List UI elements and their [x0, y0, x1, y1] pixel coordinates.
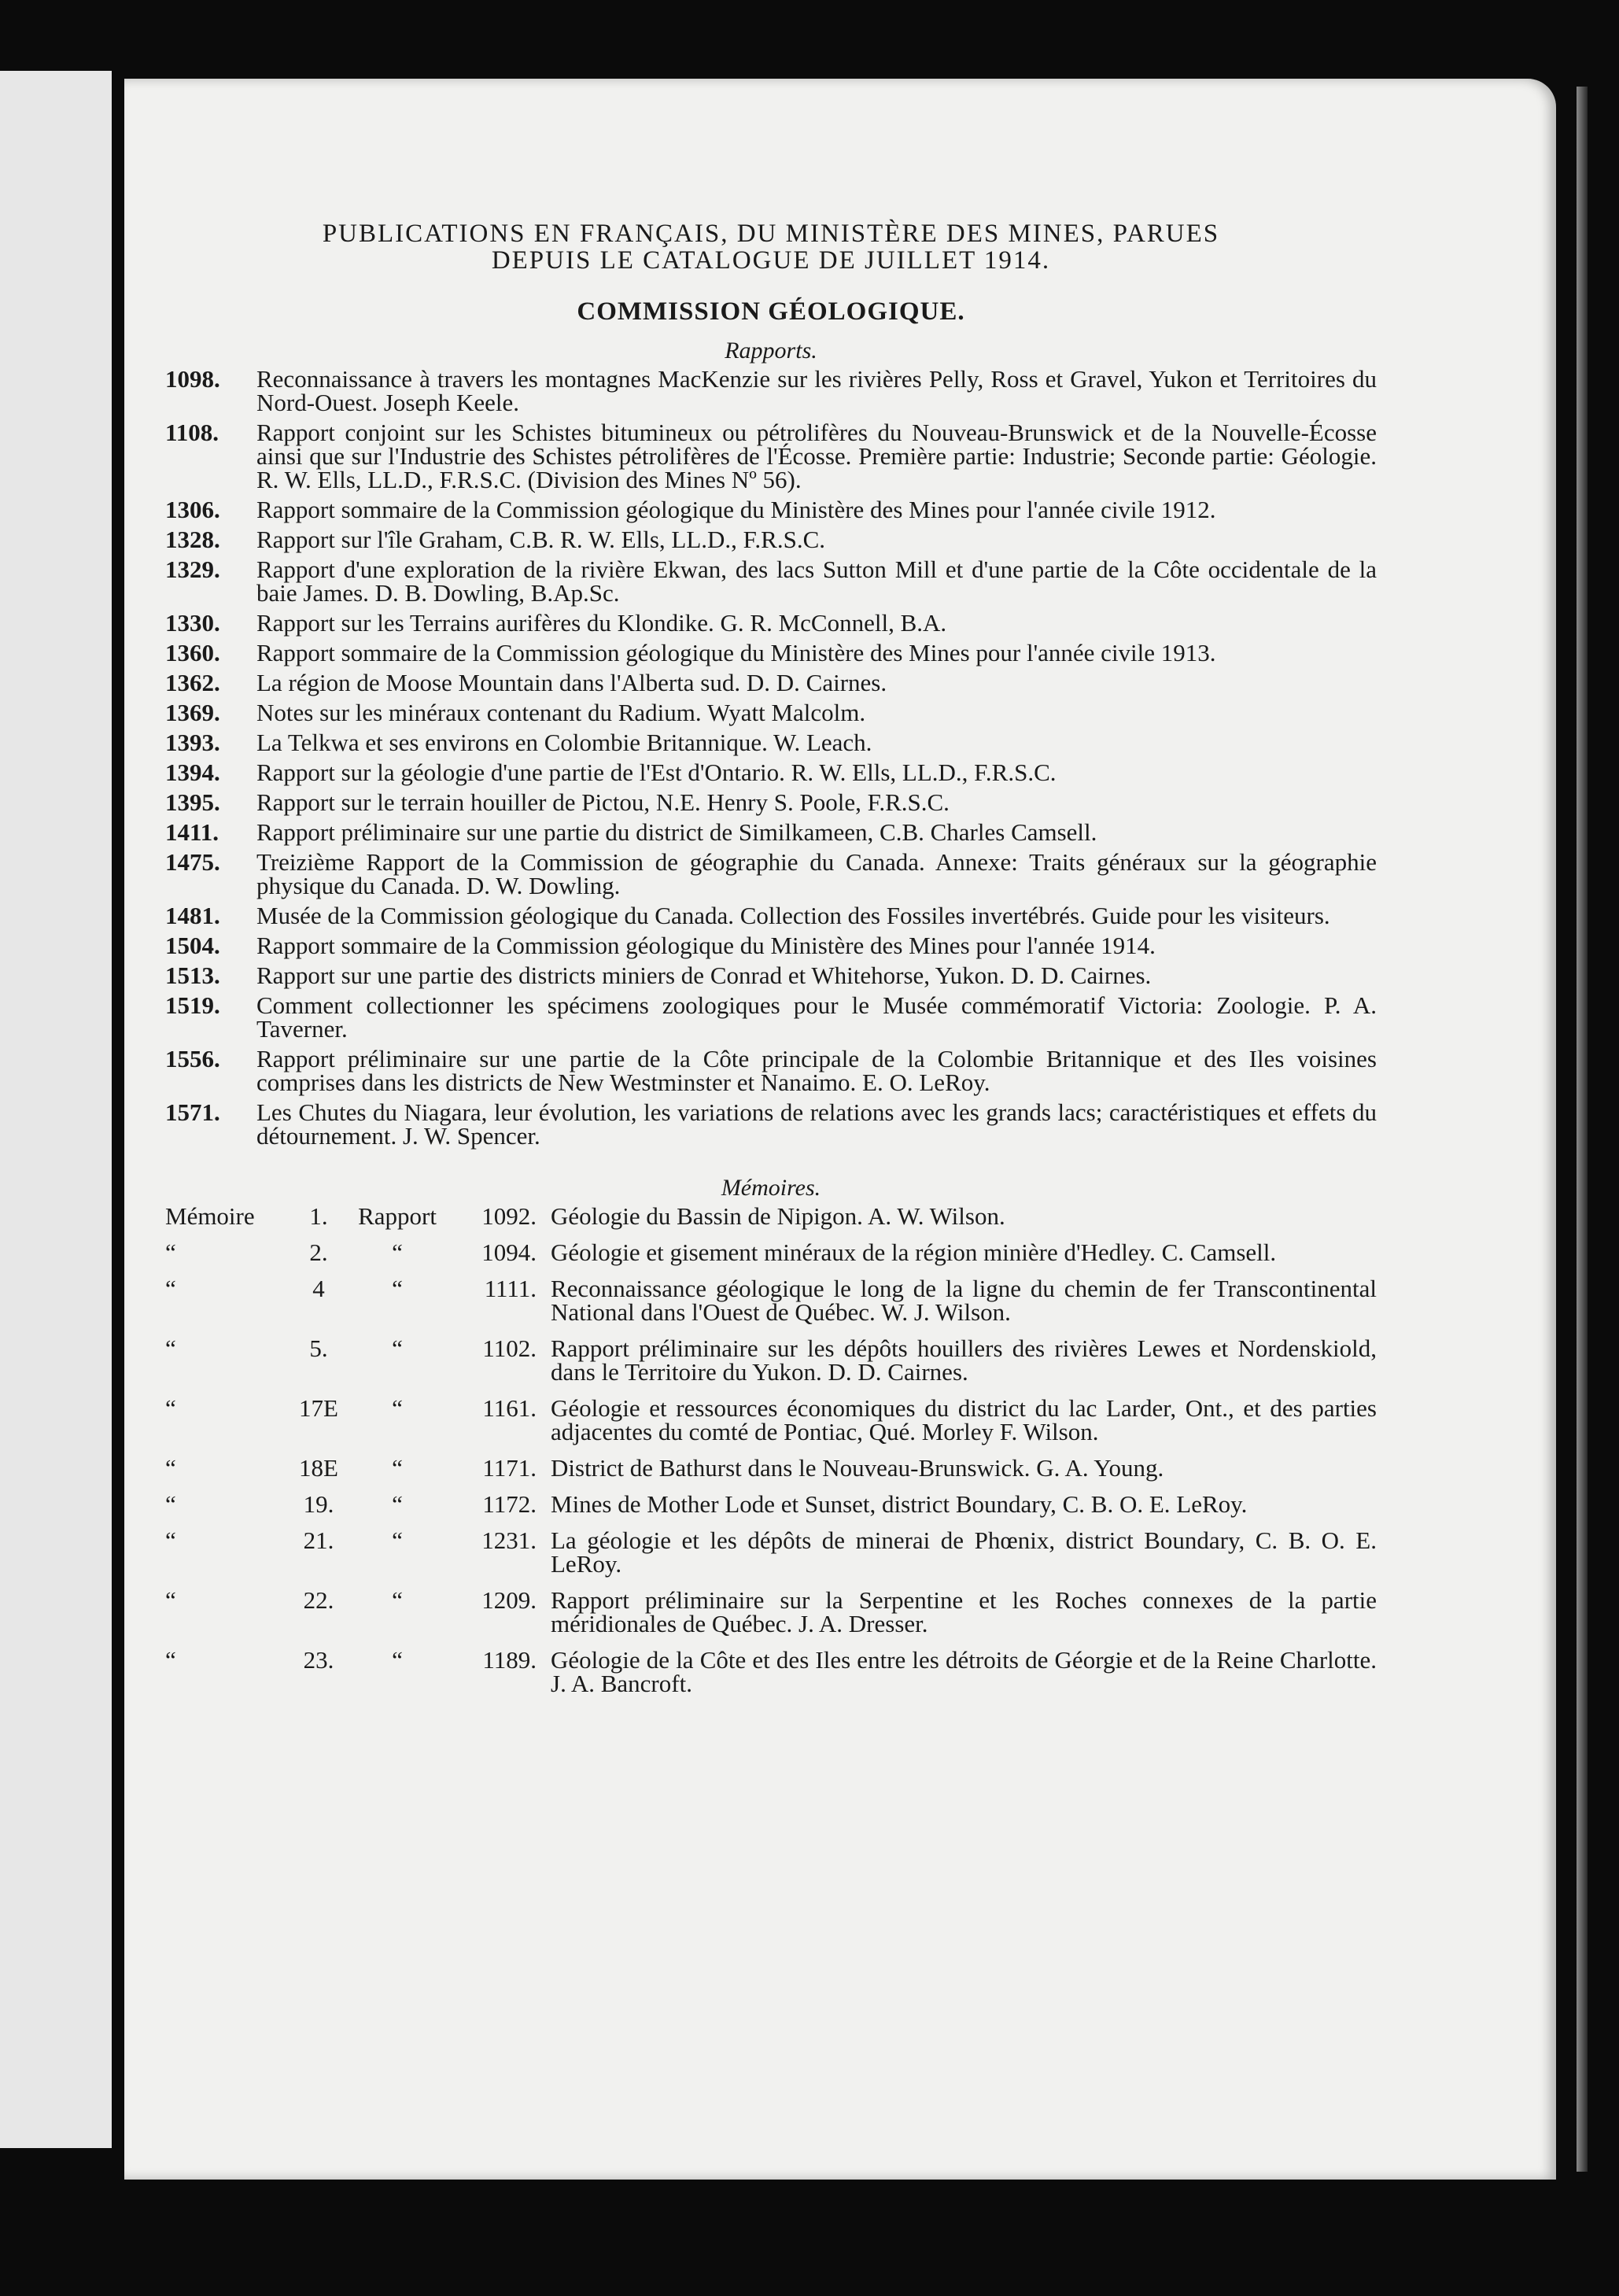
rapport-number: 1102. [482, 1334, 537, 1362]
memoire-text: Rapport préliminaire sur la Serpentine et les Roches connexes de la partie méridionales de Québec. J. A. Dresser. [551, 1586, 1377, 1637]
rapport-label: “ [392, 1526, 403, 1554]
memoire-number: 19. [303, 1490, 334, 1518]
list-item [165, 761, 1377, 784]
memoire-label: “ [165, 1334, 176, 1362]
rapport-number: 1513. [165, 962, 220, 989]
rapports-title: Rapports. [725, 338, 817, 364]
memoire-text: Géologie du Bassin de Nipigon. A. W. Wilson. [551, 1202, 1005, 1230]
rapport-number: 1393. [165, 729, 220, 756]
list-item [165, 1047, 1377, 1094]
memoire-label: “ [165, 1238, 176, 1266]
rapport-text: Reconnaissance à travers les montagnes MacKenzie sur les rivières Pelly, Ross et Gravel, Yukon et Territoires du Nord-Ouest. Joseph Keele. [256, 365, 1377, 416]
list-item [165, 818, 1377, 846]
list-item [165, 701, 1377, 725]
rapport-text: Rapport sur une partie des districts miniers de Conrad et Whitehorse, Yukon. D. D. Cairnes. [256, 962, 1152, 989]
memoire-text: Mines de Mother Lode et Sunset, district Boundary, C. B. O. E. LeRoy. [551, 1490, 1248, 1518]
rapport-label: Rapport [358, 1202, 437, 1230]
rapport-number: 1369. [165, 699, 220, 726]
list-item [165, 367, 1377, 415]
rapport-number: 1092. [481, 1202, 537, 1230]
page-heading [165, 220, 1377, 274]
rapport-number: 1094. [481, 1238, 537, 1266]
heading-line-1: PUBLICATIONS EN FRANÇAIS, DU MINISTÈRE DES MINES, PARUES [322, 220, 1220, 248]
memoire-number: 21. [303, 1526, 334, 1554]
rapport-number: 1329. [165, 556, 220, 583]
rapport-number: 1189. [482, 1646, 537, 1674]
memoire-label: “ [165, 1394, 176, 1422]
list-item [165, 991, 1377, 1043]
rapport-number: 1475. [165, 848, 220, 876]
memoire-label: “ [165, 1646, 176, 1674]
rapport-label: “ [392, 1275, 403, 1302]
rapport-number: 1111. [484, 1275, 537, 1302]
memoire-label: “ [165, 1490, 176, 1518]
rapport-number: 1161. [482, 1394, 537, 1422]
rapport-label: “ [392, 1646, 403, 1674]
heading-line-2: DEPUIS LE CATALOGUE DE JUILLET 1914. [491, 246, 1051, 275]
memoire-text: Rapport préliminaire sur les dépôts houillers des rivières Lewes et Nordenskiold, dans le Territoire du Yukon. D. D. Cairnes. [551, 1334, 1377, 1386]
memoire-label: “ [165, 1526, 176, 1554]
memoire-text: Géologie de la Côte et des Iles entre les détroits de Géorgie et de la Reine Charlotte. J. A. Bancroft. [551, 1646, 1377, 1697]
memoire-text: District de Bathurst dans le Nouveau-Brunswick. G. A. Young. [551, 1454, 1164, 1482]
list-item [165, 1526, 1377, 1578]
rapport-number: 1394. [165, 759, 220, 786]
rapport-number: 1504. [165, 932, 220, 959]
list-item [165, 788, 1377, 816]
list-item [165, 1334, 1377, 1386]
rapport-number: 1328. [165, 526, 220, 553]
rapport-text: La région de Moose Mountain dans l'Alberta sud. D. D. Cairnes. [256, 669, 887, 696]
memoire-label: “ [165, 1454, 176, 1482]
rapport-number: 1395. [165, 788, 220, 816]
rapport-label: “ [392, 1238, 403, 1266]
rapport-text: Comment collectionner les spécimens zoologiques pour le Musée commémoratif Victoria: Zoologie. P. A. Taverner. [256, 991, 1377, 1043]
memoire-label: “ [165, 1275, 176, 1302]
commission-title: COMMISSION GÉOLOGIQUE. [577, 297, 965, 326]
rapport-label: “ [392, 1454, 403, 1482]
list-item [165, 1098, 1377, 1150]
rapport-number: 1171. [482, 1454, 537, 1482]
memoires-title: Mémoires. [721, 1175, 821, 1201]
memoires-list [165, 1202, 1377, 1697]
rapport-number: 1098. [165, 365, 220, 393]
memoire-label: Mémoire [165, 1202, 255, 1230]
rapport-number: 1411. [165, 818, 219, 846]
rapport-text: Rapport sur le terrain houiller de Pictou, N.E. Henry S. Poole, F.R.S.C. [256, 788, 950, 816]
memoire-label: “ [165, 1586, 176, 1614]
rapport-label: “ [392, 1394, 403, 1422]
list-item [165, 1648, 1377, 1696]
list-item [165, 1202, 1377, 1230]
rapport-text: Rapport sur l'île Graham, C.B. R. W. Ells, LL.D., F.R.S.C. [256, 526, 826, 553]
memoire-text: Géologie et gisement minéraux de la région minière d'Hedley. C. Camsell. [551, 1238, 1277, 1266]
list-item [165, 1586, 1377, 1637]
rapport-text: Rapport d'une exploration de la rivière Ekwan, des lacs Sutton Mill et d'une partie de la Côte occidentale de la baie James. D. B. Dowling, B.Ap.Sc. [256, 556, 1377, 607]
rapport-number: 1172. [482, 1490, 537, 1518]
list-item [165, 964, 1377, 987]
rapport-number: 1571. [165, 1098, 220, 1126]
memoire-number: 5. [309, 1334, 328, 1362]
rapport-number: 1330. [165, 609, 220, 637]
list-item [165, 934, 1377, 958]
memoire-number: 4 [312, 1275, 325, 1302]
list-item [165, 1456, 1377, 1480]
rapport-text: Rapport conjoint sur les Schistes bitumineux ou pétrolifères du Nouveau-Brunswick et de la Nouvelle-Écosse ainsi que sur l'Industrie des Schistes pétrolifères de l'Écosse. Première partie: Industrie; Seconde partie: Géologie. R. W. Ells, LL.D., F.R.S.C. (Division des Mines Nº 56). [256, 419, 1377, 493]
memoire-number: 17E [299, 1394, 338, 1422]
memoire-text: La géologie et les dépôts de minerai de Phœnix, district Boundary, C. B. O. E. LeRoy. [551, 1526, 1377, 1578]
rapport-text: Notes sur les minéraux contenant du Radium. Wyatt Malcolm. [256, 699, 866, 726]
list-item [165, 671, 1377, 695]
rapport-text: Rapport sur les Terrains aurifères du Klondike. G. R. McConnell, B.A. [256, 609, 947, 637]
list-item [165, 1277, 1377, 1324]
page-content [165, 220, 1377, 1708]
rapport-text: Rapport préliminaire sur une partie du district de Similkameen, C.B. Charles Camsell. [256, 818, 1097, 846]
rapport-number: 1519. [165, 991, 220, 1019]
adjacent-page-edge [0, 71, 120, 2148]
rapport-number: 1209. [481, 1586, 537, 1614]
rapport-number: 1306. [165, 496, 220, 523]
list-item [165, 1394, 1377, 1445]
rapport-text: La Telkwa et ses environs en Colombie Britannique. W. Leach. [256, 729, 872, 756]
list-item [165, 641, 1377, 665]
list-item [165, 1490, 1377, 1518]
list-item [165, 421, 1377, 492]
rapport-text: Musée de la Commission géologique du Canada. Collection des Fossiles invertébrés. Guide pour les visiteurs. [256, 902, 1330, 929]
list-item [165, 611, 1377, 635]
memoire-text: Géologie et ressources économiques du district du lac Larder, Ont., et des parties adjacentes du comté de Pontiac, Qué. Morley F. Wilson. [551, 1394, 1377, 1445]
rapport-text: Les Chutes du Niagara, leur évolution, les variations de relations avec les grands lacs; caractéristiques et effets du détournement. J. W. Spencer. [256, 1098, 1377, 1150]
list-item [165, 904, 1377, 928]
rapport-text: Rapport sommaire de la Commission géologique du Ministère des Mines pour l'année civile 1912. [256, 496, 1216, 523]
rapport-number: 1362. [165, 669, 220, 696]
page-shadow-edge [1577, 87, 1588, 2172]
list-item [165, 731, 1377, 755]
memoire-number: 23. [303, 1646, 334, 1674]
rapport-text: Treizième Rapport de la Commission de géographie du Canada. Annexe: Traits généraux sur la géographie physique du Canada. D. W. Dowling. [256, 848, 1377, 899]
memoire-number: 22. [303, 1586, 334, 1614]
rapport-text: Rapport sur la géologie d'une partie de l'Est d'Ontario. R. W. Ells, LL.D., F.R.S.C. [256, 759, 1057, 786]
rapport-label: “ [392, 1586, 403, 1614]
rapport-text: Rapport sommaire de la Commission géologique du Ministère des Mines pour l'année civile 1913. [256, 639, 1216, 666]
rapport-number: 1556. [165, 1045, 220, 1072]
rapport-text: Rapport sommaire de la Commission géologique du Ministère des Mines pour l'année 1914. [256, 932, 1156, 959]
list-item [165, 528, 1377, 552]
memoire-number: 1. [309, 1202, 328, 1230]
rapport-number: 1481. [165, 902, 220, 929]
rapport-text: Rapport préliminaire sur une partie de la Côte principale de la Colombie Britannique et des Iles voisines comprises dans les districts de New Westminster et Nanaimo. E. O. LeRoy. [256, 1045, 1377, 1096]
rapport-label: “ [392, 1334, 403, 1362]
memoire-number: 2. [309, 1238, 328, 1266]
memoire-text: Reconnaissance géologique le long de la ligne du chemin de fer Transcontinental National dans l'Ouest de Québec. W. J. Wilson. [551, 1275, 1377, 1326]
rapport-label: “ [392, 1490, 403, 1518]
rapport-number: 1360. [165, 639, 220, 666]
list-item [165, 558, 1377, 605]
list-item [165, 498, 1377, 522]
rapport-number: 1108. [165, 419, 219, 446]
list-item [165, 1238, 1377, 1266]
list-item [165, 848, 1377, 899]
memoire-number: 18E [299, 1454, 338, 1482]
rapports-list [165, 367, 1377, 1148]
rapport-number: 1231. [481, 1526, 537, 1554]
